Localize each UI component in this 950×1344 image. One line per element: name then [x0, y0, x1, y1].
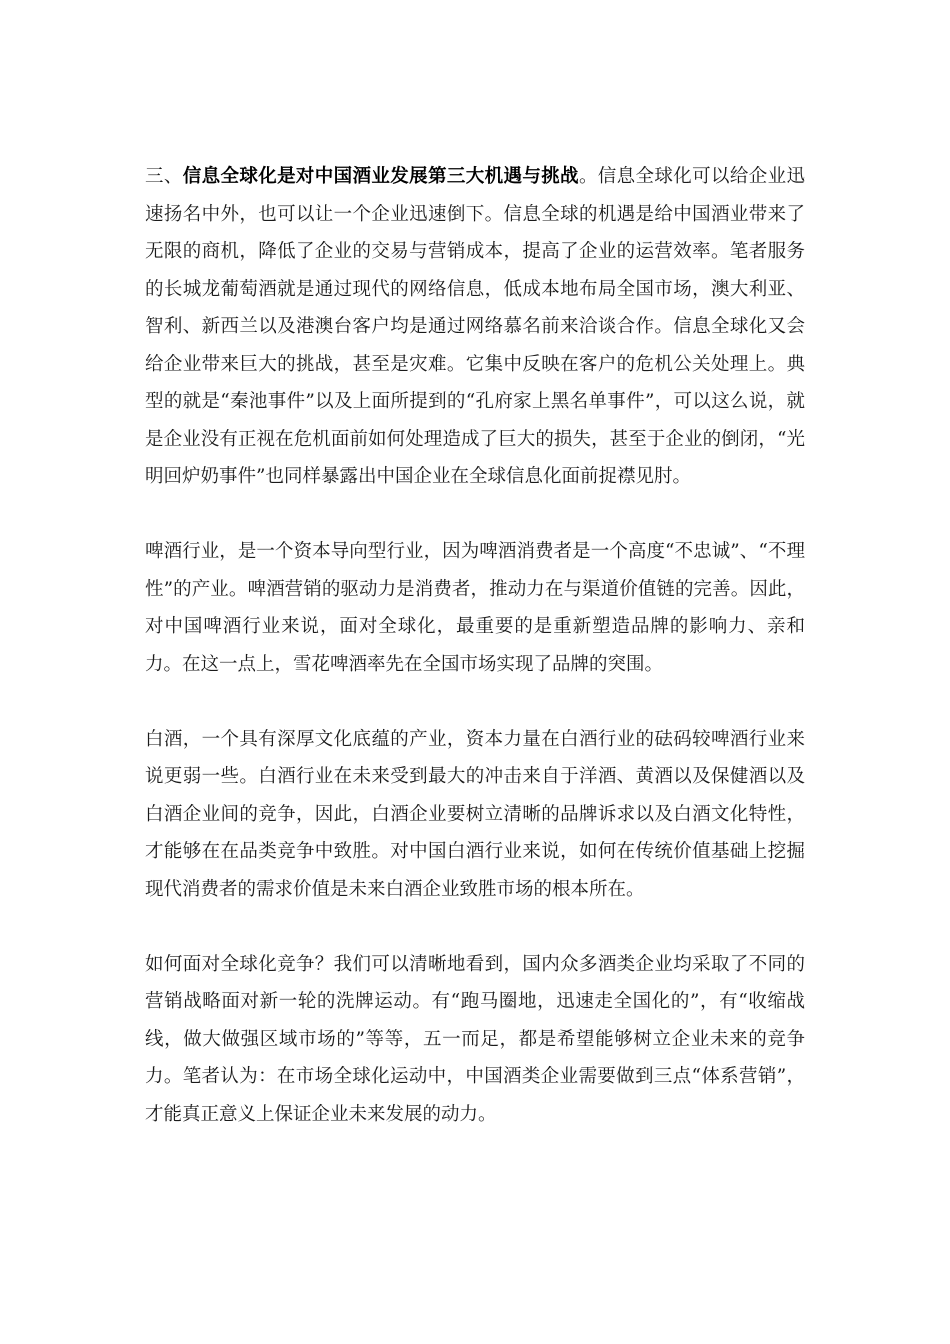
paragraph-text: 。信息全球化可以给企业迅速扬名中外，也可以让一个企业迅速倒下。信息全球的机遇是给中国酒业带来了无限的商机，降低了企业的交易与营销成本，提高了企业的运营效率。笔者服务的长城龙葡萄酒就是通过现代的网络信息，低成本地布局全国市场，澳大利亚、智利、新西兰以及港澳台客户均是通过网络慕名前来洽谈合作。信息全球化又会给企业带来巨大的挑战，甚至是灾难。它集中反映在客户的危机公关处理上。典型的就是“秦池事件”以及上面所提到的“孔府家上黑名单事件”，可以这么说，就是企业没有正视在危机面前如何处理造成了巨大的损失，甚至于企业的倒闭，“光明回炉奶事件”也同样暴露出中国企业在全球信息化面前捉襟见肘。 — [145, 166, 805, 487]
paragraph-information-globalization — [145, 158, 805, 496]
paragraph-text: 如何面对全球化竞争？我们可以清晰地看到，国内众多酒类企业均采取了不同的营销战略面对新一轮的洗牌运动。有“跑马圈地，迅速走全国化的”，有“收缩战线，做大做强区域市场的”等等，五一而足，都是希望能够树立企业未来的竞争力。笔者认为：在市场全球化运动中，中国酒类企业需要做到三点“体系营销”，才能真正意义上保证企业未来发展的动力。 — [145, 953, 805, 1125]
paragraph-beer-industry — [145, 533, 805, 683]
paragraph-text: 啤酒行业，是一个资本导向型行业，因为啤酒消费者是一个高度“不忠诚”、“不理性”的产业。啤酒营销的驱动力是消费者，推动力在与渠道价值链的完善。因此，对中国啤酒行业来说，面对全球化，最重要的是重新塑造品牌的影响力、亲和力。在这一点上，雪花啤酒率先在全国市场实现了品牌的突围。 — [145, 541, 805, 675]
paragraph-baijiu-industry — [145, 721, 805, 909]
paragraph-global-competition — [145, 946, 805, 1134]
section-number: 三、 — [145, 166, 183, 187]
paragraph-text: 白酒，一个具有深厚文化底蕴的产业，资本力量在白酒行业的砝码较啤酒行业来说更弱一些。白酒行业在未来受到最大的冲击来自于洋酒、黄酒以及保健酒以及白酒企业间的竞争，因此，白酒企业要树立清晰的品牌诉求以及白酒文化特性，才能够在在品类竞争中致胜。对中国白酒行业来说，如何在传统价值基础上挖掘现代消费者的需求价值是未来白酒企业致胜市场的根本所在。 — [145, 728, 805, 900]
document-body — [145, 158, 805, 1133]
section-heading: 信息全球化是对中国酒业发展第三大机遇与挑战 — [182, 166, 579, 187]
